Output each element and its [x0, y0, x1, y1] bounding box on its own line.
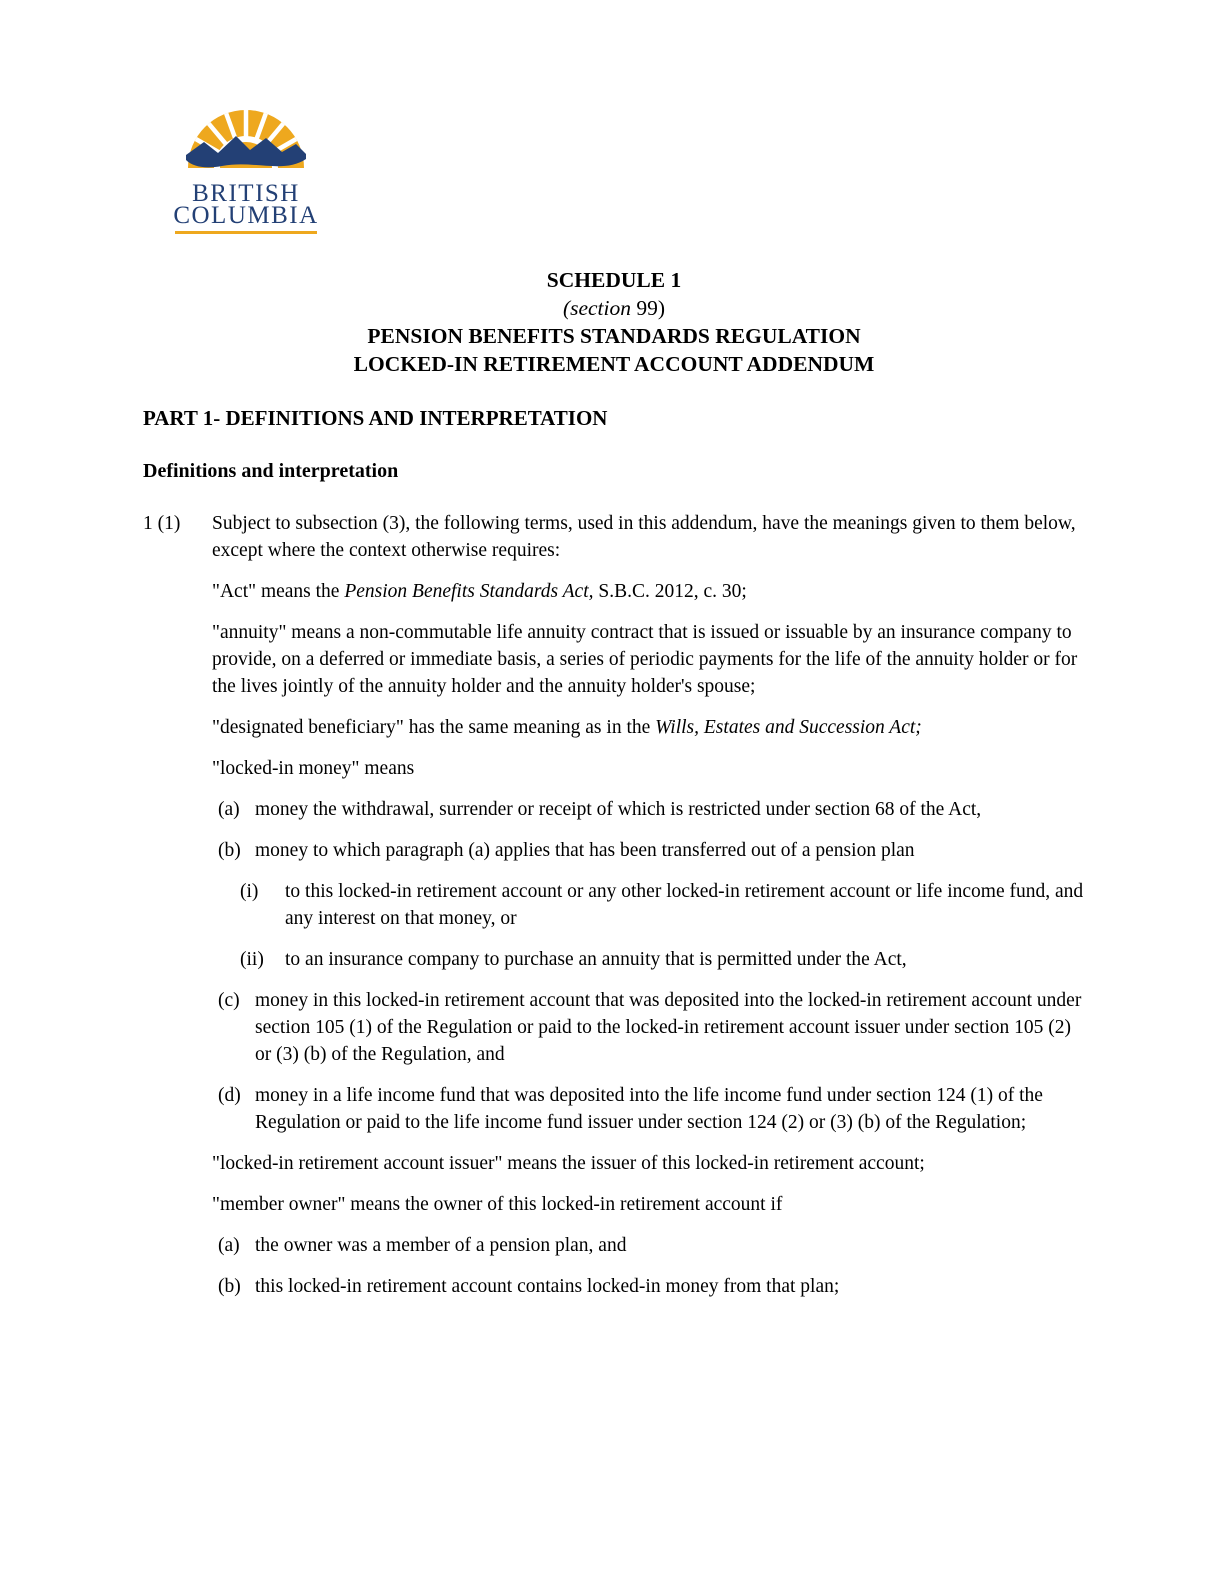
- document-title-block: [143, 266, 1085, 378]
- definition-annuity: "annuity" means a non-commutable life annuity contract that is issued or issuable by an insurance company to provide, on a deferred or immediate basis, a series of periodic payments for the life of the annuity holder or for the lives jointly of the annuity holder and the annuity holder's spouse;: [212, 622, 1078, 697]
- definition-lira-issuer: "locked-in retirement account issuer" means the issuer of this locked-in retirement account;: [212, 1153, 925, 1174]
- bc-sun-mountains-icon: [180, 98, 312, 178]
- definition-act-post: S.B.C. 2012, c. 30;: [593, 581, 747, 602]
- item-text: to an insurance company to purchase an annuity that is permitted under the Act,: [285, 949, 907, 970]
- logo-wordmark-line1: BRITISH: [192, 180, 300, 207]
- section-1-1-paragraph: [143, 510, 1085, 564]
- item-text: money in a life income fund that was deposited into the life income fund under section 124 (1) of the Regulation or paid to the life income fund issuer under section 124 (2) or (3) (b) of the Regulation;: [255, 1085, 1043, 1133]
- definition-designated-italic: Wills, Estates and Succession Act;: [655, 717, 922, 738]
- schedule-title: SCHEDULE 1: [546, 268, 682, 292]
- item-marker: (a): [218, 799, 240, 820]
- definition-designated-pre: "designated beneficiary" has the same meaning as in the: [212, 717, 656, 738]
- item-marker: (i): [240, 881, 259, 902]
- definition-member-owner-lead: "member owner" means the owner of this locked-in retirement account if: [212, 1194, 783, 1215]
- item-marker: (b): [218, 1276, 241, 1297]
- definitions-body: [143, 510, 1085, 1300]
- part-1-heading: PART 1- DEFINITIONS AND INTERPRETATION: [143, 406, 608, 430]
- locked-in-money-item-d: [218, 1082, 1085, 1136]
- locked-in-money-item-a: [218, 796, 1085, 823]
- locked-in-money-item-b-i: [240, 878, 1085, 932]
- addendum-title: LOCKED-IN RETIREMENT ACCOUNT ADDENDUM: [353, 352, 875, 376]
- item-text: to this locked-in retirement account or any other locked-in retirement account or life income fund, and any interest on that money, or: [285, 881, 1084, 929]
- item-marker: (b): [218, 840, 241, 861]
- section-word: (section: [562, 296, 631, 320]
- item-text: this locked-in retirement account contains locked-in money from that plan;: [255, 1276, 840, 1297]
- item-marker: (a): [218, 1235, 240, 1256]
- item-text: money to which paragraph (a) applies that has been transferred out of a pension plan: [255, 840, 915, 861]
- item-marker: (ii): [240, 949, 264, 970]
- section-number: 99): [631, 296, 666, 320]
- definition-act-pre: "Act" means the: [212, 581, 345, 602]
- item-text: money the withdrawal, surrender or receipt of which is restricted under section 68 of the Act,: [255, 799, 982, 820]
- definition-designated-beneficiary: [212, 714, 1085, 741]
- regulation-title: PENSION BENEFITS STANDARDS REGULATION: [367, 324, 861, 348]
- logo-wordmark-line2: COLUMBIA: [173, 202, 319, 229]
- section-number-label: 1 (1): [143, 513, 181, 534]
- section-reference: [143, 294, 1085, 322]
- definition-act-italic: Pension Benefits Standards Act,: [344, 581, 594, 602]
- definitions-subheading: Definitions and interpretation: [143, 460, 399, 482]
- member-owner-item-a: [218, 1232, 1085, 1259]
- item-text: the owner was a member of a pension plan, and: [255, 1235, 627, 1256]
- locked-in-money-item-b: [218, 837, 1085, 864]
- definition-act: [212, 578, 1085, 605]
- locked-in-money-item-c: [218, 987, 1085, 1068]
- item-marker: (d): [218, 1085, 241, 1106]
- item-marker: (c): [218, 990, 240, 1011]
- bc-government-logo: [171, 98, 321, 234]
- member-owner-item-b: [218, 1273, 1085, 1300]
- section-1-1-text: Subject to subsection (3), the following terms, used in this addendum, have the meanings given to them below, except where the context otherwise requires:: [212, 513, 1076, 561]
- logo-gold-rule: [175, 231, 317, 234]
- locked-in-money-item-b-ii: [240, 946, 1085, 973]
- item-text: money in this locked-in retirement account that was deposited into the locked-in retirement account under section 105 (1) of the Regulation or paid to the locked-in retirement account issuer under section 105 (2) or (3) (b) of the Regulation, and: [255, 990, 1082, 1065]
- definition-locked-in-money-lead: "locked-in money" means: [212, 758, 415, 779]
